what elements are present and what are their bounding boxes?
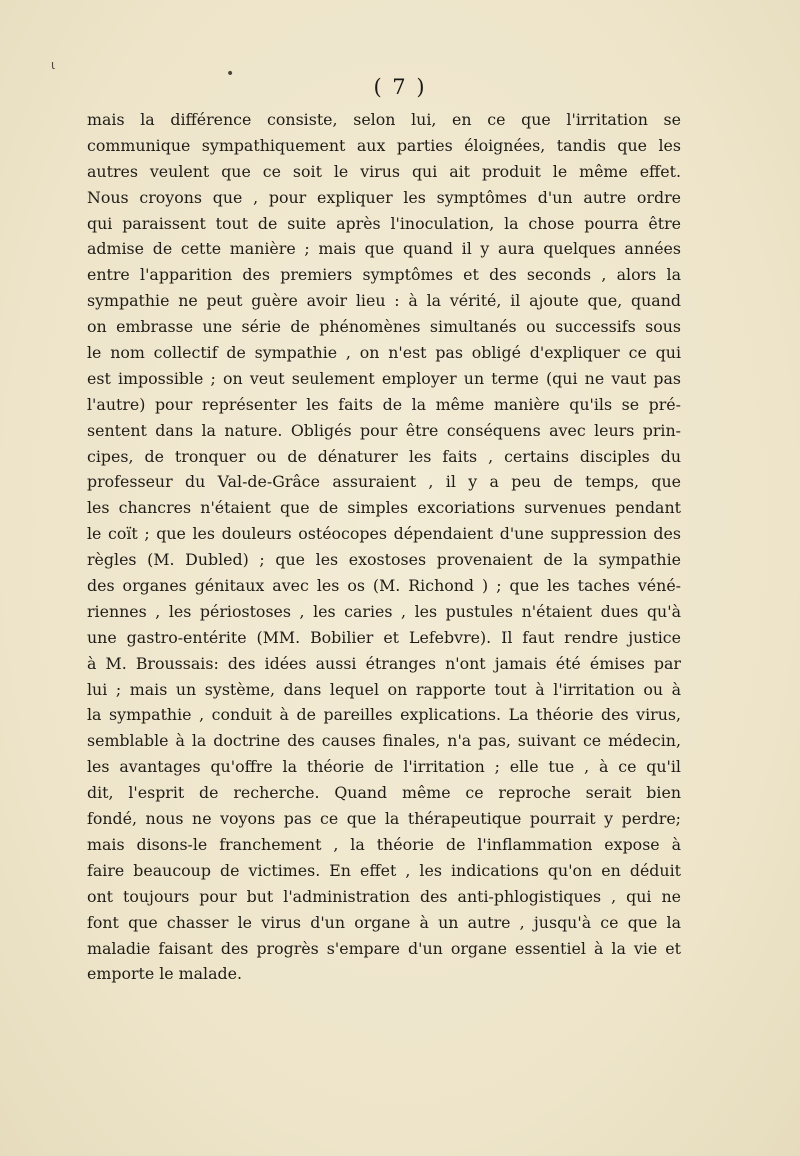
text-line: qui paraissent tout de suite après l'inoculation, la chose pourra être <box>87 213 681 233</box>
text-line: le coït ; que les douleurs ostéocopes dépendaient d'une suppression des <box>87 524 681 544</box>
text-line: emporte le malade. <box>87 964 242 984</box>
text-line: entre l'apparition des premiers symptômes et des seconds , alors la <box>87 265 681 285</box>
text-line: mais la différence consiste, selon lui, en ce que l'irritation se <box>87 110 681 129</box>
text-line: une gastro-entérite (MM. Bobilier et Lefebvre). Il faut rendre justice <box>87 627 681 647</box>
text-line: communique sympathiquement aux parties éloignées, tandis que les <box>87 135 681 155</box>
text-line: la sympathie , conduit à de pareilles explications. La théorie des virus, <box>87 705 681 725</box>
text-line: sympathie ne peut guère avoir lieu : à la vérité, il ajoute que, quand <box>87 291 681 311</box>
text-line: le nom collectif de sympathie , on n'est pas obligé d'expliquer ce qui <box>87 343 681 363</box>
text-line: dit, l'esprit de recherche. Quand même ce reproche serait bien <box>87 783 681 803</box>
text-line: les avantages qu'offre la théorie de l'irritation ; elle tue , à ce qu'il <box>87 757 681 777</box>
text-line: l'autre) pour représenter les faits de la même manière qu'ils se pré- <box>87 394 681 414</box>
text-line: Nous croyons que , pour expliquer les symptômes d'un autre ordre <box>87 187 681 207</box>
text-line: règles (M. Dubled) ; que les exostoses provenaient de la sympathie <box>87 550 681 570</box>
text-line: admise de cette manière ; mais que quand il y aura quelques années <box>87 239 681 259</box>
text-line: fondé, nous ne voyons pas ce que la thérapeutique pourrait y perdre; <box>87 809 681 829</box>
text-line: est impossible ; on veut seulement employer un terme (qui ne vaut pas <box>87 368 681 388</box>
text-line: des organes génitaux avec les os (M. Richond ) ; que les taches véné- <box>87 576 681 596</box>
text-line: ont toujours pour but l'administration des anti-phlogistiques , qui ne <box>87 886 681 906</box>
text-line: mais disons-le franchement , la théorie de l'inflammation expose à <box>87 834 681 854</box>
text-line: autres veulent que ce soit le virus qui ait produit le même effet. <box>87 161 681 181</box>
text-line: lui ; mais un système, dans lequel on rapporte tout à l'irritation ou à <box>87 679 681 699</box>
text-line: cipes, de tronquer ou de dénaturer les faits , certains disciples du <box>87 446 681 466</box>
text-line: professeur du Val-de-Grâce assuraient , il y a peu de temps, que <box>87 472 681 492</box>
text-line: on embrasse une série de phénomènes simultanés ou successifs sous <box>87 317 681 337</box>
text-line: maladie faisant des progrès s'empare d'un organe essentiel à la vie et <box>87 938 681 958</box>
text-line: riennes , les périostoses , les caries , les pustules n'étaient dues qu'à <box>87 601 681 621</box>
ink-speck-mark: • <box>226 66 235 82</box>
body-text <box>87 107 681 987</box>
text-line: à M. Broussais: des idées aussi étranges n'ont jamais été émises par <box>87 653 681 673</box>
text-line: sentent dans la nature. Obligés pour être conséquens avec leurs prin- <box>87 420 681 440</box>
text-line: faire beaucoup de victimes. En effet , les indications qu'on en déduit <box>87 860 681 880</box>
text-line: font que chasser le virus d'un organe à un autre , jusqu'à ce que la <box>87 912 681 932</box>
page-number: ( 7 ) <box>373 75 427 99</box>
ink-speck-mark: ι <box>51 58 56 72</box>
text-line: les chancres n'étaient que de simples excoriations survenues pendant <box>87 498 681 518</box>
text-line: semblable à la doctrine des causes finales, n'a pas, suivant ce médecin, <box>87 731 681 751</box>
